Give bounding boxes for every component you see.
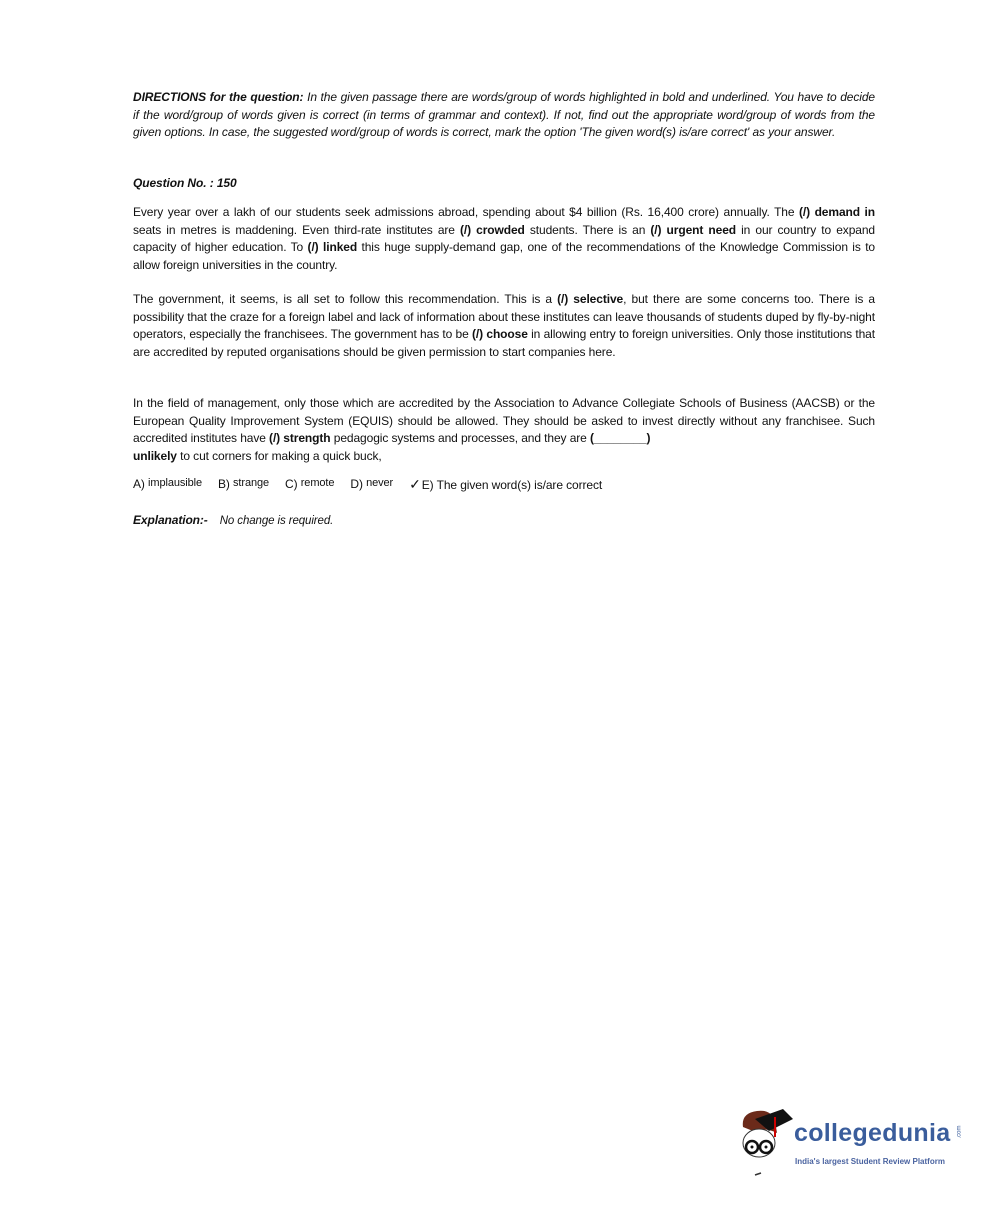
highlighted-phrase: (/) crowded [459, 222, 525, 237]
directions-label: DIRECTIONS for the question: [133, 90, 304, 104]
logo-suffix: .com [956, 1125, 963, 1139]
answer-options [133, 476, 875, 495]
option-b[interactable] [218, 476, 269, 495]
option-text: implausible [148, 477, 202, 489]
highlighted-phrase: (/) strength [269, 431, 331, 446]
passage-text: The government, it seems, is all set to follow this recommendation. This is a [133, 292, 558, 306]
question-number: Question No. : 150 [133, 176, 237, 190]
logo-wordmark: collegedunia [794, 1119, 951, 1147]
collegedunia-logo [735, 1105, 965, 1185]
option-e-correct[interactable] [409, 476, 602, 495]
explanation-label: Explanation:- [133, 513, 208, 527]
option-key: E) [421, 478, 434, 492]
option-key: A) [133, 477, 145, 491]
highlighted-phrase: (/) urgent need [650, 222, 736, 237]
directions [133, 89, 875, 142]
passage-paragraph-3 [133, 395, 875, 465]
passage-text: seats in metres is maddening. Even third-rate institutes are [133, 222, 460, 237]
blank-marker: (________) [589, 431, 651, 446]
option-key: C) [285, 477, 298, 491]
student-mascot-icon [735, 1105, 795, 1185]
passage-paragraph-1 [133, 204, 875, 274]
option-text: strange [233, 477, 270, 489]
highlighted-phrase: (/) choose [472, 327, 528, 342]
option-d[interactable] [350, 476, 393, 495]
option-key: D) [350, 477, 363, 491]
passage-text: to cut corners for making a quick buck, [176, 448, 382, 463]
passage-text: pedagogic systems and processes, and they are [330, 431, 590, 446]
option-c[interactable] [285, 476, 334, 495]
passage-text: Every year over a lakh of our students seek admissions abroad, spending about $4 billion (Rs. 16,400 crore) annually. The [133, 205, 799, 219]
option-text: The given word(s) is/are correct [436, 478, 603, 492]
highlighted-phrase: (/) demand in [799, 205, 875, 219]
option-text: remote [300, 477, 335, 489]
passage-text: In the field of management, only those which are accredited by the Association to Advance Collegiate Schools of Business (AACSB) or the European Quality Improvement System (EQUIS) should be allowed. They should be asked to invest directly without any franchisee. Such accredited institutes have [133, 396, 875, 446]
passage-text: in allowing entry to foreign universities. Only those institutions that are accredited by reputed organisations should be given permission to start companies here. [133, 327, 875, 359]
check-mark-icon: ✓ [409, 476, 421, 492]
passage-text: this huge supply-demand gap, one of the recommendations of the Knowledge Commission is to allow foreign universities in the country. [133, 240, 876, 272]
passage-paragraph-2 [133, 291, 875, 361]
explanation-text: No change is required. [219, 515, 334, 527]
passage-text: in our country to expand capacity of higher education. To [133, 222, 875, 255]
highlighted-phrase: (/) linked [307, 240, 358, 255]
question-phrase: unlikely [133, 448, 177, 463]
option-text: never [366, 477, 394, 489]
directions-text: In the given passage there are words/group of words highlighted in bold and underlined. You have to decide if the word/group of words given is correct (in terms of grammar and context). If not, find out the appropriate word/group of words from the given options. In case, the suggested word/group of words is correct, mark the option 'The given word(s) is/are correct' as your answer. [133, 90, 875, 140]
passage-text: students. There is an [524, 222, 651, 237]
highlighted-phrase: (/) selective [557, 292, 624, 306]
explanation [133, 512, 875, 531]
option-a[interactable] [133, 476, 202, 495]
passage-text: , but there are some concerns too. There is a possibility that the craze for a foreign label and lack of information about these institutes can leave thousands of students duped by fly-by-night operators, especially the franchisees. The government has to be [133, 292, 875, 342]
option-key: B) [217, 477, 230, 491]
logo-tagline: India's largest Student Review Platform [795, 1157, 945, 1166]
